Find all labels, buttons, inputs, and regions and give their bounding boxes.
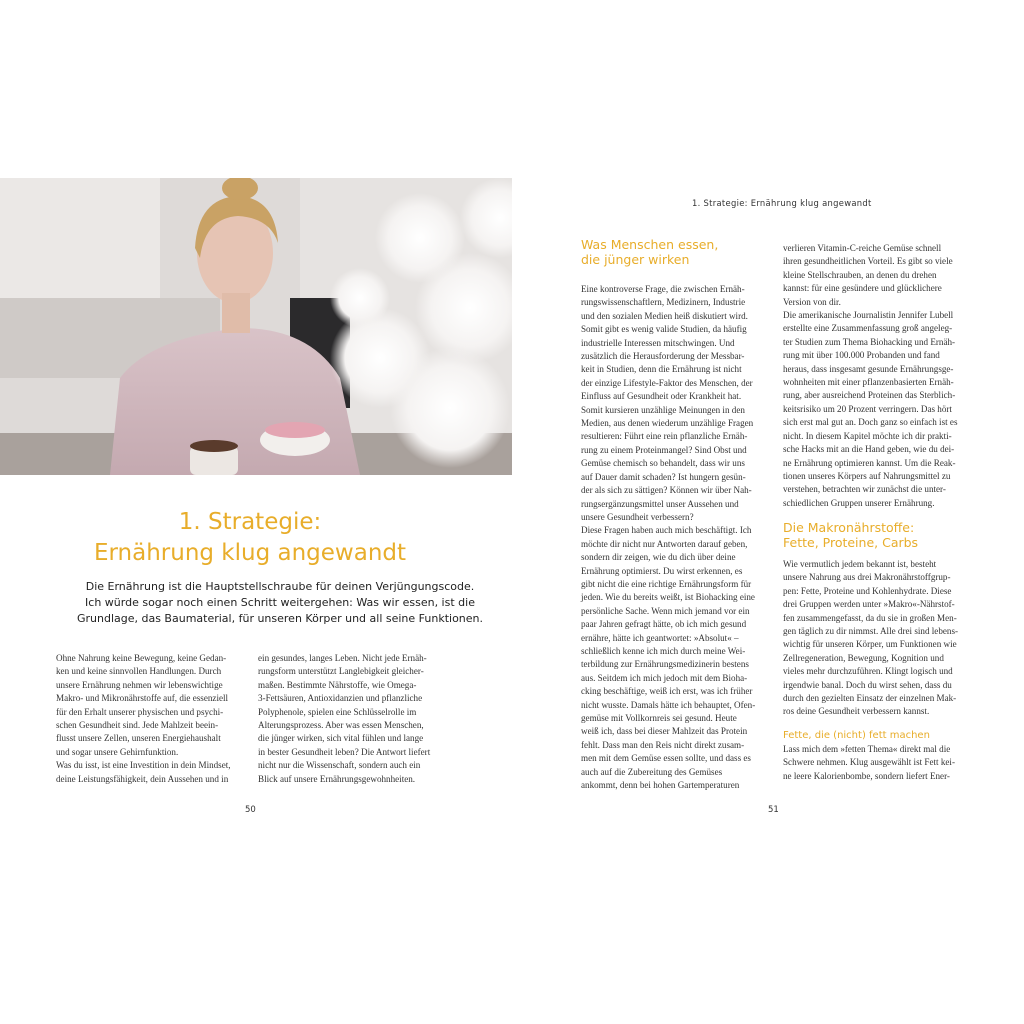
text-line: irgendwie banal. Doch du wirst sehen, dass du	[783, 679, 952, 690]
text-line: der als sich zu sättigen? Können wir über Nah-	[581, 485, 752, 496]
text-line: kannst: für eine gesündere und glücklichere	[783, 283, 942, 294]
text-line: unsere Ernährung nehmen wir lebenswichtige	[56, 679, 223, 690]
text-line: keit in Studien, denn die Ernährung ist nicht	[581, 364, 742, 375]
text-line: nicht wusste. Damals hätte ich behauptet, Ofen-	[581, 699, 756, 710]
right-column-2	[783, 242, 958, 510]
text-line: Alterungsprozess. Aber was essen Menschen,	[258, 720, 424, 731]
text-line: ter Studien zum Thema Biohacking und Ernäh-	[783, 336, 956, 347]
text-line: men mit dem Gemüse essen sollte, und dass es	[581, 753, 751, 764]
text-line: deine Leistungsfähigkeit, dein Aussehen und in	[56, 773, 229, 784]
text-line: kleine Stellschrauben, an denen du drehen	[783, 269, 937, 280]
heading-line: Was Menschen essen,	[581, 237, 719, 252]
text-line: erstellte eine Zusammenfassung groß angeleg-	[783, 323, 953, 334]
text-line: weiß ich, dass bei dieser Mahlzeit das Protein	[581, 726, 748, 737]
text-line: Somit gibt es wenig valide Studien, da häufig	[581, 324, 747, 335]
left-column-1	[56, 652, 231, 786]
text-line: rung, aber ausreichend Proteinen das Sterblich-	[783, 390, 956, 401]
text-line: sondern dir zeigen, wie du dich über deine	[581, 552, 736, 563]
text-line: aus. Seitdem ich mich jedoch mit dem Bioha-	[581, 672, 748, 683]
chapter-photo	[0, 178, 512, 475]
text-line: nicht nur die Wissenschaft, sondern auch ein	[258, 760, 421, 771]
text-line: und sogar unsere Gehirnfunktion.	[56, 746, 179, 757]
text-line: rungsform unterstützt Langlebigkeit gleicher-	[258, 666, 424, 677]
text-line: 3-Fettsäuren, Antioxidanzien und pflanzliche	[258, 693, 423, 704]
text-line: terbildung zur Ernährungsmedizinerin bestens	[581, 659, 749, 670]
text-line: cking beschäftige, weiß ich erst, was ich früher	[581, 686, 753, 697]
text-line: Zellregeneration, Bewegung, Kognition und	[783, 652, 944, 663]
text-line: vieles mehr durchzuführen. Klingt logisch und	[783, 666, 953, 677]
text-line: ros deine Gesundheit verbessern kannst.	[783, 706, 930, 717]
text-line: Lass mich dem »fetten Thema« direkt mal die	[783, 744, 951, 754]
heading-line: Fette, Proteine, Carbs	[783, 535, 919, 550]
text-line: unsere Nahrung aus drei Makronährstoffgrup-	[783, 572, 951, 583]
text-line: tionen unseres Körpers auf Nahrungsmittel zu	[783, 470, 951, 481]
text-line: Gemüse chemisch so behandelt, dass wir uns	[581, 458, 745, 469]
text-line: gemüse mit Vollkornreis sei gesund. Heute	[581, 713, 737, 723]
text-line: ankommt, denn bei hohen Gartemperaturen	[581, 780, 740, 791]
text-line: gen täglich zu dir nimmst. Alle drei sind lebens-	[783, 626, 959, 637]
text-line: persönliche Sache. Wenn mich jemand vor ein	[581, 605, 750, 616]
text-line: Somit kursieren unzählige Meinungen in den	[581, 404, 745, 415]
text-line: ernähre, hätte ich geantwortet: »Absolut« –	[581, 632, 739, 643]
text-line: Eine kontroverse Frage, die zwischen Ernäh-	[581, 284, 745, 294]
text-line: Polyphenole, spielen eine Schlüsselrolle im	[258, 706, 417, 717]
text-line: Medien, aus denen wiederum unzählige Fragen	[581, 418, 754, 429]
text-line: drei Gruppen werden unter »Makro«-Nährstof-	[783, 599, 955, 610]
text-line: paar Jahren gefragt hätte, ob ich mich gesund	[581, 619, 747, 630]
chapter-title-line1: 1. Strategie:	[178, 509, 322, 535]
page-number-left: 50	[245, 805, 256, 815]
text-line: rungswissenschaftlern, Medizinern, Industrie	[581, 297, 746, 308]
text-line: fehlt. Dass man den Reis nicht direkt zusam-	[581, 739, 745, 750]
text-line: ein gesundes, langes Leben. Nicht jede Ernäh-	[258, 653, 427, 663]
text-line: Wie vermutlich jedem bekannt ist, besteht	[783, 559, 937, 569]
woman-eating-photo	[0, 178, 512, 475]
text-line: auch auf die Zubereitung des Gemüses	[581, 766, 723, 777]
text-line: gibt nicht die eine richtige Ernährungsform für	[581, 578, 752, 589]
text-line: jeden. Wie du bereits weißt, ist Biohacking eine	[581, 592, 755, 603]
lead-paragraph	[60, 579, 500, 627]
text-line: sche Hacks mit an die Hand geben, wie du dei-	[783, 444, 955, 455]
text-line: ken und keine sinnvollen Handlungen. Durch	[56, 666, 222, 677]
heading-line: die jünger wirken	[581, 252, 690, 267]
text-line: resultieren: Führt eine rein pflanzliche Ernäh-	[581, 431, 748, 442]
text-line: möchte dir nicht nur Antworten darauf geben,	[581, 538, 748, 549]
text-line: rungsergänzungsmittel unser Aussehen und	[581, 498, 739, 509]
text-line: schen Gesundheit sind. Jede Mahlzeit beein-	[56, 720, 219, 731]
chapter-title-line2: Ernährung klug angewandt	[93, 540, 407, 566]
text-line: pen: Fette, Proteine und Kohlenhydrate. Diese	[783, 585, 952, 596]
text-line: verlieren Vitamin-C-reiche Gemüse schnell	[783, 243, 942, 253]
text-line: schließlich kenne ich mich durch meine Wei-	[581, 645, 746, 656]
text-line: die jünger wirken, sich vital fühlen und lange	[258, 733, 424, 744]
text-line: in bester Gesundheit leben? Die Antwort liefert	[258, 746, 431, 757]
section-heading-1	[581, 237, 718, 267]
text-line: Einfluss auf Gesundheit oder Krankheit hat.	[581, 391, 742, 402]
text-line: schiedlichen Gruppen unserer Ernährung.	[783, 497, 935, 508]
heading-line: Die Makronährstoffe:	[783, 520, 915, 535]
text-line: flusst unsere Zellen, unseren Energiehaushalt	[56, 733, 221, 744]
text-line: ihren gesundheitlichen Vorteil. Es gibt so viele	[783, 256, 953, 267]
text-line: maßen. Bestimmte Nährstoffe, wie Omega-	[258, 679, 417, 690]
text-line: ne Ernährung optimieren kannst. Um die Reak-	[783, 457, 956, 468]
lead-line: Die Ernährung ist die Hauptstellschraube für deinen Verjüngungscode.	[85, 580, 475, 593]
text-line: Blick auf unsere Ernährungsgewohnheiten.	[258, 773, 416, 784]
text-line: durch den gezielten Einsatz der einzelnen Mak-	[783, 693, 957, 704]
text-line: unsere Gesundheit verbessern?	[581, 511, 694, 522]
text-line: Ohne Nahrung keine Bewegung, keine Gedan-	[56, 653, 227, 663]
text-line: zusätzlich die Herausforderung der Messbar-	[581, 351, 745, 362]
subsection-heading: Fette, die (nicht) fett machen	[783, 730, 930, 741]
text-line: rung zu einem Proteinmangel? Sind Obst und	[581, 444, 747, 455]
text-line: Ernährung optimierst. Du wirst erkennen, es	[581, 565, 743, 576]
text-line: industrielle Interessen mitschwingen. Und	[581, 337, 735, 348]
lead-line: Ich würde sogar noch einen Schritt weitergehen: Was wir essen, ist die	[85, 596, 475, 609]
text-line: keitsrisiko um 20 Prozent verringern. Das hört	[783, 403, 952, 414]
running-head: 1. Strategie: Ernährung klug angewandt	[692, 198, 872, 208]
right-column-2c	[783, 743, 955, 783]
text-line: nicht. In diesem Kapitel möchte ich dir prakti-	[783, 430, 952, 441]
text-line: verstehen, betrachten wir zunächst die unter-	[783, 484, 946, 495]
section-heading-2	[783, 520, 918, 550]
text-line: sich erst mal gut an. Doch ganz so einfach ist es	[783, 417, 958, 428]
left-column-2	[258, 652, 430, 786]
text-line: Diese Fragen haben auch mich beschäftigt. Ich	[581, 525, 752, 536]
text-line: ne leere Kalorienbombe, sondern liefert Ener-	[783, 770, 950, 781]
text-line: der einzige Lifestyle-Faktor des Menschen, der	[581, 377, 753, 388]
text-line: Was du isst, ist eine Investition in dein Mindset,	[56, 760, 231, 771]
text-line: Version von dir.	[783, 296, 841, 307]
text-line: heraus, dass insgesamt gesunde Ernährungsge-	[783, 363, 954, 374]
text-line: wohnheiten mit einer pflanzenbasierten Ernäh-	[783, 377, 954, 388]
text-line: auf Dauer damit schaden? Ist hungern gesün-	[581, 471, 746, 482]
page-number-right: 51	[768, 805, 779, 815]
text-line: rung mit über 100.000 Probanden und fand	[783, 350, 940, 361]
text-line: für den Erhalt unserer physischen und psychi-	[56, 706, 224, 717]
right-column-1	[581, 283, 755, 792]
text-line: fen zusammengefasst, da du sie in großen Men-	[783, 612, 957, 623]
text-line: und den sozialen Medien heiß diskutiert wird.	[581, 310, 748, 321]
text-line: Die amerikanische Journalistin Jennifer Lubell	[783, 310, 954, 321]
right-column-2b	[783, 558, 958, 719]
lead-line: Grundlage, das Baumaterial, für unseren Körper und all seine Funktionen.	[76, 612, 484, 625]
text-line: Makro- und Mikronährstoffe auf, die essenziell	[56, 693, 229, 704]
text-line: Schwere nehmen. Klug ausgewählt ist Fett kei-	[783, 757, 955, 768]
text-line: wichtig für unseren Körper, um Funktionen wie	[783, 639, 957, 650]
